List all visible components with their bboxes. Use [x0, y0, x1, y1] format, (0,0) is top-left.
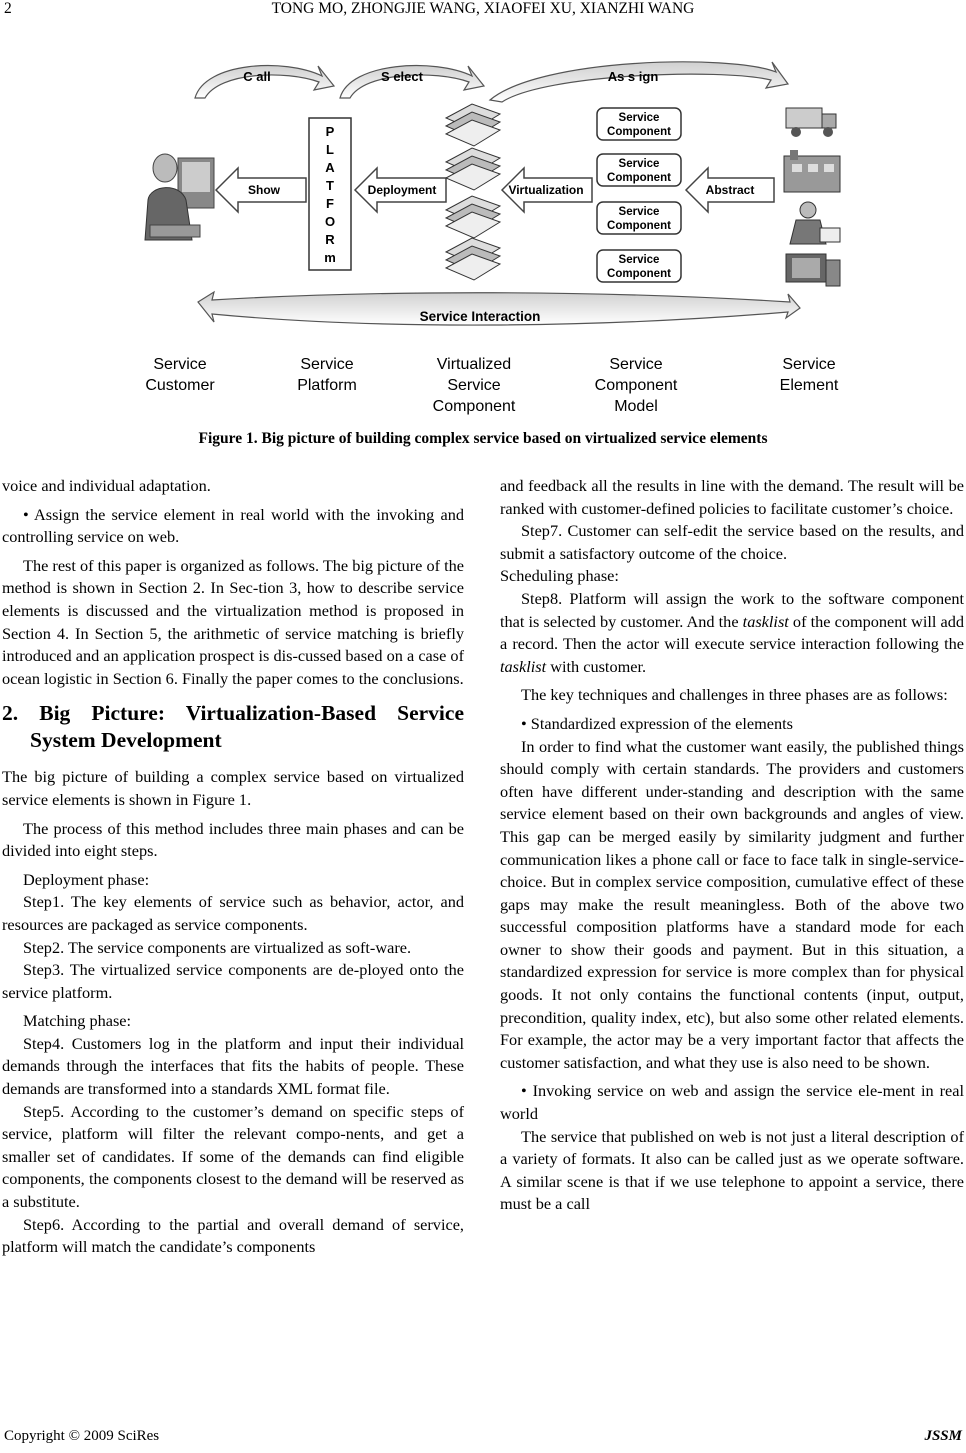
page-header — [0, 0, 966, 20]
phase-label: Scheduling phase: — [500, 566, 619, 586]
step-paragraph: Step5. According to the customer’s demand on specific steps of service, platform will filter the relevant compo-nents, and get a smaller set of candidates. If some of the demands can find eligible components, the components closest to the demand will be reserved as a substitute. — [2, 1101, 464, 1212]
worker-person-icon — [790, 202, 840, 244]
select-arrow — [340, 66, 484, 98]
svg-text:Component: Component — [607, 126, 671, 138]
svg-text:Service: Service — [609, 356, 663, 373]
svg-text:Service: Service — [300, 356, 354, 373]
platform-letter: R — [325, 232, 335, 247]
svg-text:Service: Service — [782, 356, 836, 373]
paragraph: In order to find what the customer want easily, the published things should comply with certain standards. The providers and customers often have different under-standing and description with the same service element based on their own backgrounds and angles of view. This gap can be merged easily by similarity judgment and further communication likes a phone call or face to face talk in single-service-choice. But in complex service composition, cumulative effect of these gaps may make the result meaningless. Both of the above two successful composition platforms have a standard mode for each owner to show their goods and payment. But in this situation, a standardized expression for service is more complex than for physical goods. It not only contains the functional contents (input, output, precondition, quality index, etc), but also some other related elements. For example, the actor may be a very important factor that affects the customer satisfaction, and what they use is also need to be shown. — [500, 736, 964, 1072]
truck-icon — [786, 108, 836, 137]
abstract-label: Abstract — [705, 183, 755, 197]
phase-label: Matching phase: — [23, 1011, 132, 1031]
paragraph: The process of this method includes three main phases and can be divided into eight steps. — [2, 818, 464, 861]
svg-text:Virtualized: Virtualized — [436, 356, 512, 373]
virtual-component-icon — [446, 238, 500, 280]
platform-letter: P — [325, 124, 335, 139]
phase-label: Deployment phase: — [23, 869, 150, 889]
service-component-box — [597, 108, 681, 140]
svg-text:Component: Component — [607, 172, 671, 184]
paragraph: The big picture of building a complex service based on virtualized service elements is shown in Figure 1. — [2, 767, 464, 809]
svg-text:Component: Component — [607, 268, 671, 280]
service-component-box — [597, 202, 681, 234]
abstract-arrow — [686, 168, 774, 212]
svg-text:Service: Service — [447, 377, 501, 394]
figure-1 — [0, 40, 966, 430]
step-paragraph: Step7. Customer can self-edit the service based on the results, and submit a satisfactory outcome of the choice. — [500, 521, 964, 563]
page-footer — [0, 1428, 966, 1450]
step-paragraph: Step4. Customers log in the platform and input their individual demands through the interfaces that fits the habits of people. These demands are transformed into a standards XML format file. — [2, 1033, 464, 1099]
computer-icon — [786, 254, 840, 286]
journal-name: JSSM — [924, 1428, 962, 1444]
left-column — [2, 475, 464, 1259]
paragraph: The key techniques and challenges in three phases are as follows: — [521, 685, 948, 705]
svg-text:Platform: Platform — [297, 377, 357, 394]
service-component-box — [597, 154, 681, 186]
layer-label-customer — [145, 356, 215, 394]
svg-text:Component: Component — [594, 377, 678, 394]
bullet-paragraph: • Standardized expression of the elements — [521, 713, 793, 733]
svg-text:Element: Element — [779, 377, 839, 394]
assign-arrow — [490, 62, 788, 102]
virtual-component-icon — [446, 148, 500, 190]
bullet-paragraph: • Assign the service element in real world with the invoking and controlling service on web. — [2, 504, 464, 547]
virtual-component-icon — [446, 196, 500, 238]
svg-text:Component: Component — [607, 220, 671, 232]
bullet-paragraph: • Invoking service on web and assign the service ele-ment in real world — [500, 1081, 964, 1124]
deployment-label: Deployment — [367, 183, 437, 197]
platform-letter: A — [325, 160, 335, 175]
virtual-component-icon — [446, 104, 500, 146]
virtualization-label: Virtualization — [508, 183, 584, 197]
platform-letter: O — [324, 214, 336, 229]
tasklist-term: tasklist — [742, 611, 789, 631]
svg-text:Service: Service — [618, 206, 660, 218]
service-interaction-label: Service Interaction — [419, 309, 541, 324]
virtualization-arrow — [502, 168, 592, 212]
service-component-box — [597, 250, 681, 282]
running-head: TONG MO, ZHONGJIE WANG, XIAOFEI XU, XIANZHI WANG — [271, 0, 695, 17]
paragraph: and feedback all the results in line with the demand. The result will be ranked with customer-defined policies to facilitate customer’s choice. — [500, 476, 964, 518]
page-number: 2 — [4, 0, 12, 17]
svg-text:Customer: Customer — [145, 377, 215, 394]
step-paragraph: Step8. Platform will assign the work to the software component that is selected by customer. And the tasklist of the component will add a record. Then the actor will execute service interaction following the tasklist with customer. — [500, 588, 965, 676]
service-interaction-arrow — [198, 292, 800, 325]
figure-1-diagram — [0, 40, 966, 430]
svg-text:Service: Service — [618, 254, 660, 266]
show-label: Show — [248, 183, 280, 197]
platform-letter: F — [326, 196, 334, 211]
svg-text:Service: Service — [153, 356, 207, 373]
section-heading: 2. Big Picture: Virtualization-Based Service System Development — [2, 701, 464, 753]
paragraph: voice and individual adaptation. — [2, 476, 211, 495]
tasklist-term: tasklist — [500, 656, 547, 676]
platform-letter: T — [326, 178, 334, 193]
select-label: S elect — [381, 69, 423, 84]
svg-text:Service: Service — [618, 112, 660, 124]
step-paragraph: Step2. The service components are virtualized as soft-ware. — [23, 937, 412, 957]
svg-text:Model: Model — [614, 398, 658, 415]
platform-box — [309, 118, 351, 270]
svg-text:Component: Component — [432, 398, 516, 415]
show-arrow — [216, 168, 306, 212]
copyright-text: Copyright © 2009 SciRes — [4, 1428, 160, 1444]
layer-label-platform — [297, 356, 357, 394]
customer-person-icon — [145, 154, 214, 240]
svg-text:Service: Service — [618, 158, 660, 170]
platform-letter: L — [326, 142, 334, 157]
figure-caption: Figure 1. Big picture of building complex service based on virtualized service elements — [198, 430, 768, 447]
step-paragraph: Step3. The virtualized service components are de-ployed onto the service platform. — [2, 960, 464, 1002]
paragraph: The service that published on web is not just a literal description of a variety of formats. It also can be called just as we operate software. A similar scene is that if we use telephone to appoint a service, there must be a call — [500, 1126, 964, 1214]
call-arrow — [195, 66, 334, 98]
deployment-arrow — [355, 168, 446, 212]
paragraph: The rest of this paper is organized as follows. The big picture of the method is shown in Section 2. In Sec-tion 3, how to describe service elements is discussed and the virtualization method is proposed in Section 4. In Section 5, the arithmetic of service matching is briefly introduced and an application prospect is dis-cussed based on a case of ocean logistic in Section 6. Finally the paper comes to the conclusions. — [2, 555, 464, 688]
platform-letter: m — [324, 250, 336, 265]
right-column — [500, 475, 964, 1216]
layer-label-model — [595, 356, 678, 415]
step-paragraph: Step1. The key elements of service such as behavior, actor, and resources are packaged as service components. — [2, 892, 464, 934]
step-paragraph: Step6. According to the partial and overall demand of service, platform will match the candidate’s components — [2, 1214, 464, 1257]
layer-label-element — [780, 356, 839, 394]
layer-label-virtualized — [433, 356, 516, 415]
factory-building-icon — [784, 150, 840, 192]
assign-label: As s ign — [607, 69, 659, 84]
call-label: C all — [243, 69, 271, 84]
